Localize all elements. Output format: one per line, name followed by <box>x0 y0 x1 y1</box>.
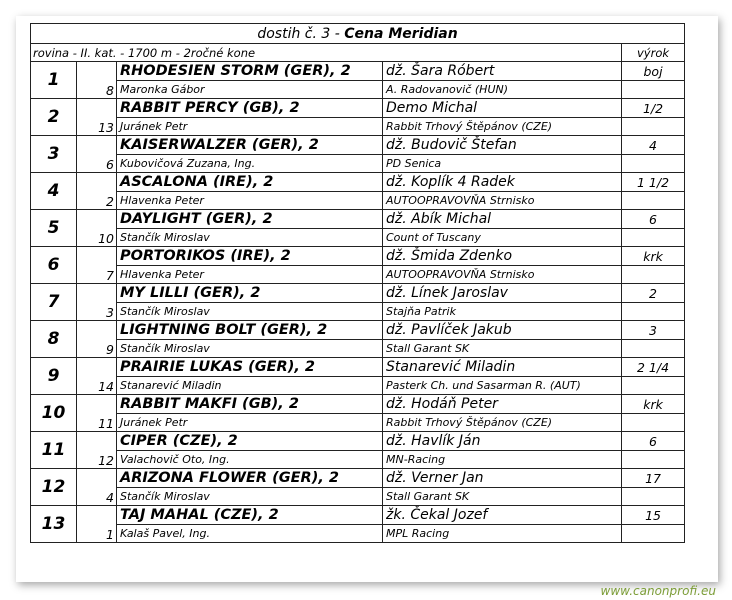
empty-cell <box>622 266 685 284</box>
start-number: 2 <box>77 173 117 210</box>
start-number: 11 <box>77 395 117 432</box>
result-subrow <box>31 377 685 395</box>
payout: krk <box>622 395 685 414</box>
place: 5 <box>31 210 77 247</box>
trainer-name: Hlavenka Peter <box>117 192 383 210</box>
result-subrow <box>31 192 685 210</box>
start-number: 3 <box>77 284 117 321</box>
start-number: 7 <box>77 247 117 284</box>
horse-name: KAISERWALZER (GER), 2 <box>117 136 383 155</box>
race-title-row <box>31 24 685 44</box>
result-subrow <box>31 414 685 432</box>
owner-name: Stall Garant SK <box>383 340 622 358</box>
payout: 17 <box>622 469 685 488</box>
empty-cell <box>622 451 685 469</box>
place: 11 <box>31 432 77 469</box>
horse-name: RABBIT PERCY (GB), 2 <box>117 99 383 118</box>
result-subrow <box>31 340 685 358</box>
jockey-name: žk. Čekal Jozef <box>383 506 622 525</box>
trainer-name: Juránek Petr <box>117 414 383 432</box>
horse-name: CIPER (CZE), 2 <box>117 432 383 451</box>
payout: 1/2 <box>622 99 685 118</box>
owner-name: AUTOOPRAVOVŇA Strnisko <box>383 266 622 284</box>
owner-name: MN-Racing <box>383 451 622 469</box>
horse-name: PRAIRIE LUKAS (GER), 2 <box>117 358 383 377</box>
jockey-name: dž. Línek Jaroslav <box>383 284 622 303</box>
jockey-name: dž. Šara Róbert <box>383 62 622 81</box>
start-number: 12 <box>77 432 117 469</box>
empty-cell <box>622 525 685 543</box>
race-name: Cena Meridian <box>344 25 458 42</box>
horse-name: DAYLIGHT (GER), 2 <box>117 210 383 229</box>
jockey-name: Demo Michal <box>383 99 622 118</box>
horse-name: LIGHTNING BOLT (GER), 2 <box>117 321 383 340</box>
conditions-row <box>31 44 685 62</box>
horse-name: ARIZONA FLOWER (GER), 2 <box>117 469 383 488</box>
result-subrow <box>31 155 685 173</box>
result-row <box>31 173 685 192</box>
trainer-name: Maronka Gábor <box>117 81 383 99</box>
result-subrow <box>31 525 685 543</box>
jockey-name: dž. Koplík 4 Radek <box>383 173 622 192</box>
place: 13 <box>31 506 77 543</box>
trainer-name: Valachovič Oto, Ing. <box>117 451 383 469</box>
horse-name: MY LILLI (GER), 2 <box>117 284 383 303</box>
payout: 2 <box>622 284 685 303</box>
horse-name: RHODESIEN STORM (GER), 2 <box>117 62 383 81</box>
place: 10 <box>31 395 77 432</box>
start-number: 1 <box>77 506 117 543</box>
payout: 15 <box>622 506 685 525</box>
empty-cell <box>622 377 685 395</box>
owner-name: A. Radovanovič (HUN) <box>383 81 622 99</box>
results-table <box>30 23 685 543</box>
trainer-name: Stančík Miroslav <box>117 340 383 358</box>
result-row <box>31 62 685 81</box>
empty-cell <box>622 81 685 99</box>
place: 1 <box>31 62 77 99</box>
start-number: 4 <box>77 469 117 506</box>
jockey-name: dž. Verner Jan <box>383 469 622 488</box>
result-row <box>31 247 685 266</box>
owner-name: MPL Racing <box>383 525 622 543</box>
empty-cell <box>622 303 685 321</box>
jockey-name: dž. Budovič Štefan <box>383 136 622 155</box>
result-row <box>31 321 685 340</box>
result-row <box>31 432 685 451</box>
trainer-name: Juránek Petr <box>117 118 383 136</box>
owner-name: AUTOOPRAVOVŇA Strnisko <box>383 192 622 210</box>
payout: 4 <box>622 136 685 155</box>
horse-name: RABBIT MAKFI (GB), 2 <box>117 395 383 414</box>
trainer-name: Hlavenka Peter <box>117 266 383 284</box>
owner-name: Rabbit Trhový Štěpánov (CZE) <box>383 414 622 432</box>
jockey-name: dž. Hodáň Peter <box>383 395 622 414</box>
trainer-name: Kalaš Pavel, Ing. <box>117 525 383 543</box>
result-subrow <box>31 81 685 99</box>
start-number: 14 <box>77 358 117 395</box>
start-number: 6 <box>77 136 117 173</box>
result-row <box>31 99 685 118</box>
result-subrow <box>31 118 685 136</box>
trainer-name: Stančík Miroslav <box>117 229 383 247</box>
result-row <box>31 506 685 525</box>
horse-name: PORTORIKOS (IRE), 2 <box>117 247 383 266</box>
jockey-name: Stanarević Miladin <box>383 358 622 377</box>
place: 9 <box>31 358 77 395</box>
result-row <box>31 395 685 414</box>
owner-name: Stajňa Patrik <box>383 303 622 321</box>
empty-cell <box>622 155 685 173</box>
owner-name: PD Senica <box>383 155 622 173</box>
empty-cell <box>622 229 685 247</box>
empty-cell <box>622 414 685 432</box>
result-subrow <box>31 488 685 506</box>
payout: 1 1/2 <box>622 173 685 192</box>
jockey-name: dž. Pavlíček Jakub <box>383 321 622 340</box>
watermark: www.canonprofi.eu <box>600 584 716 598</box>
result-row <box>31 136 685 155</box>
result-subrow <box>31 266 685 284</box>
trainer-name: Stanarević Miladin <box>117 377 383 395</box>
payout: 6 <box>622 210 685 229</box>
result-subrow <box>31 303 685 321</box>
result-row <box>31 284 685 303</box>
race-title <box>31 24 685 44</box>
race-prefix: dostih č. 3 - <box>257 25 345 42</box>
owner-name: Stall Garant SK <box>383 488 622 506</box>
place: 4 <box>31 173 77 210</box>
jockey-name: dž. Havlík Ján <box>383 432 622 451</box>
result-row <box>31 358 685 377</box>
place: 6 <box>31 247 77 284</box>
empty-cell <box>622 192 685 210</box>
place: 7 <box>31 284 77 321</box>
start-number: 8 <box>77 62 117 99</box>
payout: boj <box>622 62 685 81</box>
result-row <box>31 469 685 488</box>
payout-header: výrok <box>622 44 685 62</box>
place: 8 <box>31 321 77 358</box>
start-number: 9 <box>77 321 117 358</box>
payout: 6 <box>622 432 685 451</box>
result-subrow <box>31 451 685 469</box>
trainer-name: Stančík Miroslav <box>117 488 383 506</box>
horse-name: ASCALONA (IRE), 2 <box>117 173 383 192</box>
empty-cell <box>622 340 685 358</box>
race-conditions: rovina - II. kat. - 1700 m - 2ročné kone <box>31 44 622 62</box>
jockey-name: dž. Abík Michal <box>383 210 622 229</box>
result-row <box>31 210 685 229</box>
empty-cell <box>622 488 685 506</box>
owner-name: Pasterk Ch. und Sasarman R. (AUT) <box>383 377 622 395</box>
payout: 2 1/4 <box>622 358 685 377</box>
owner-name: Rabbit Trhový Štěpánov (CZE) <box>383 118 622 136</box>
start-number: 10 <box>77 210 117 247</box>
trainer-name: Stančík Miroslav <box>117 303 383 321</box>
start-number: 13 <box>77 99 117 136</box>
payout: krk <box>622 247 685 266</box>
jockey-name: dž. Šmida Zdenko <box>383 247 622 266</box>
horse-name: TAJ MAHAL (CZE), 2 <box>117 506 383 525</box>
trainer-name: Kubovičová Zuzana, Ing. <box>117 155 383 173</box>
owner-name: Count of Tuscany <box>383 229 622 247</box>
empty-cell <box>622 118 685 136</box>
place: 3 <box>31 136 77 173</box>
place: 2 <box>31 99 77 136</box>
place: 12 <box>31 469 77 506</box>
result-subrow <box>31 229 685 247</box>
payout: 3 <box>622 321 685 340</box>
